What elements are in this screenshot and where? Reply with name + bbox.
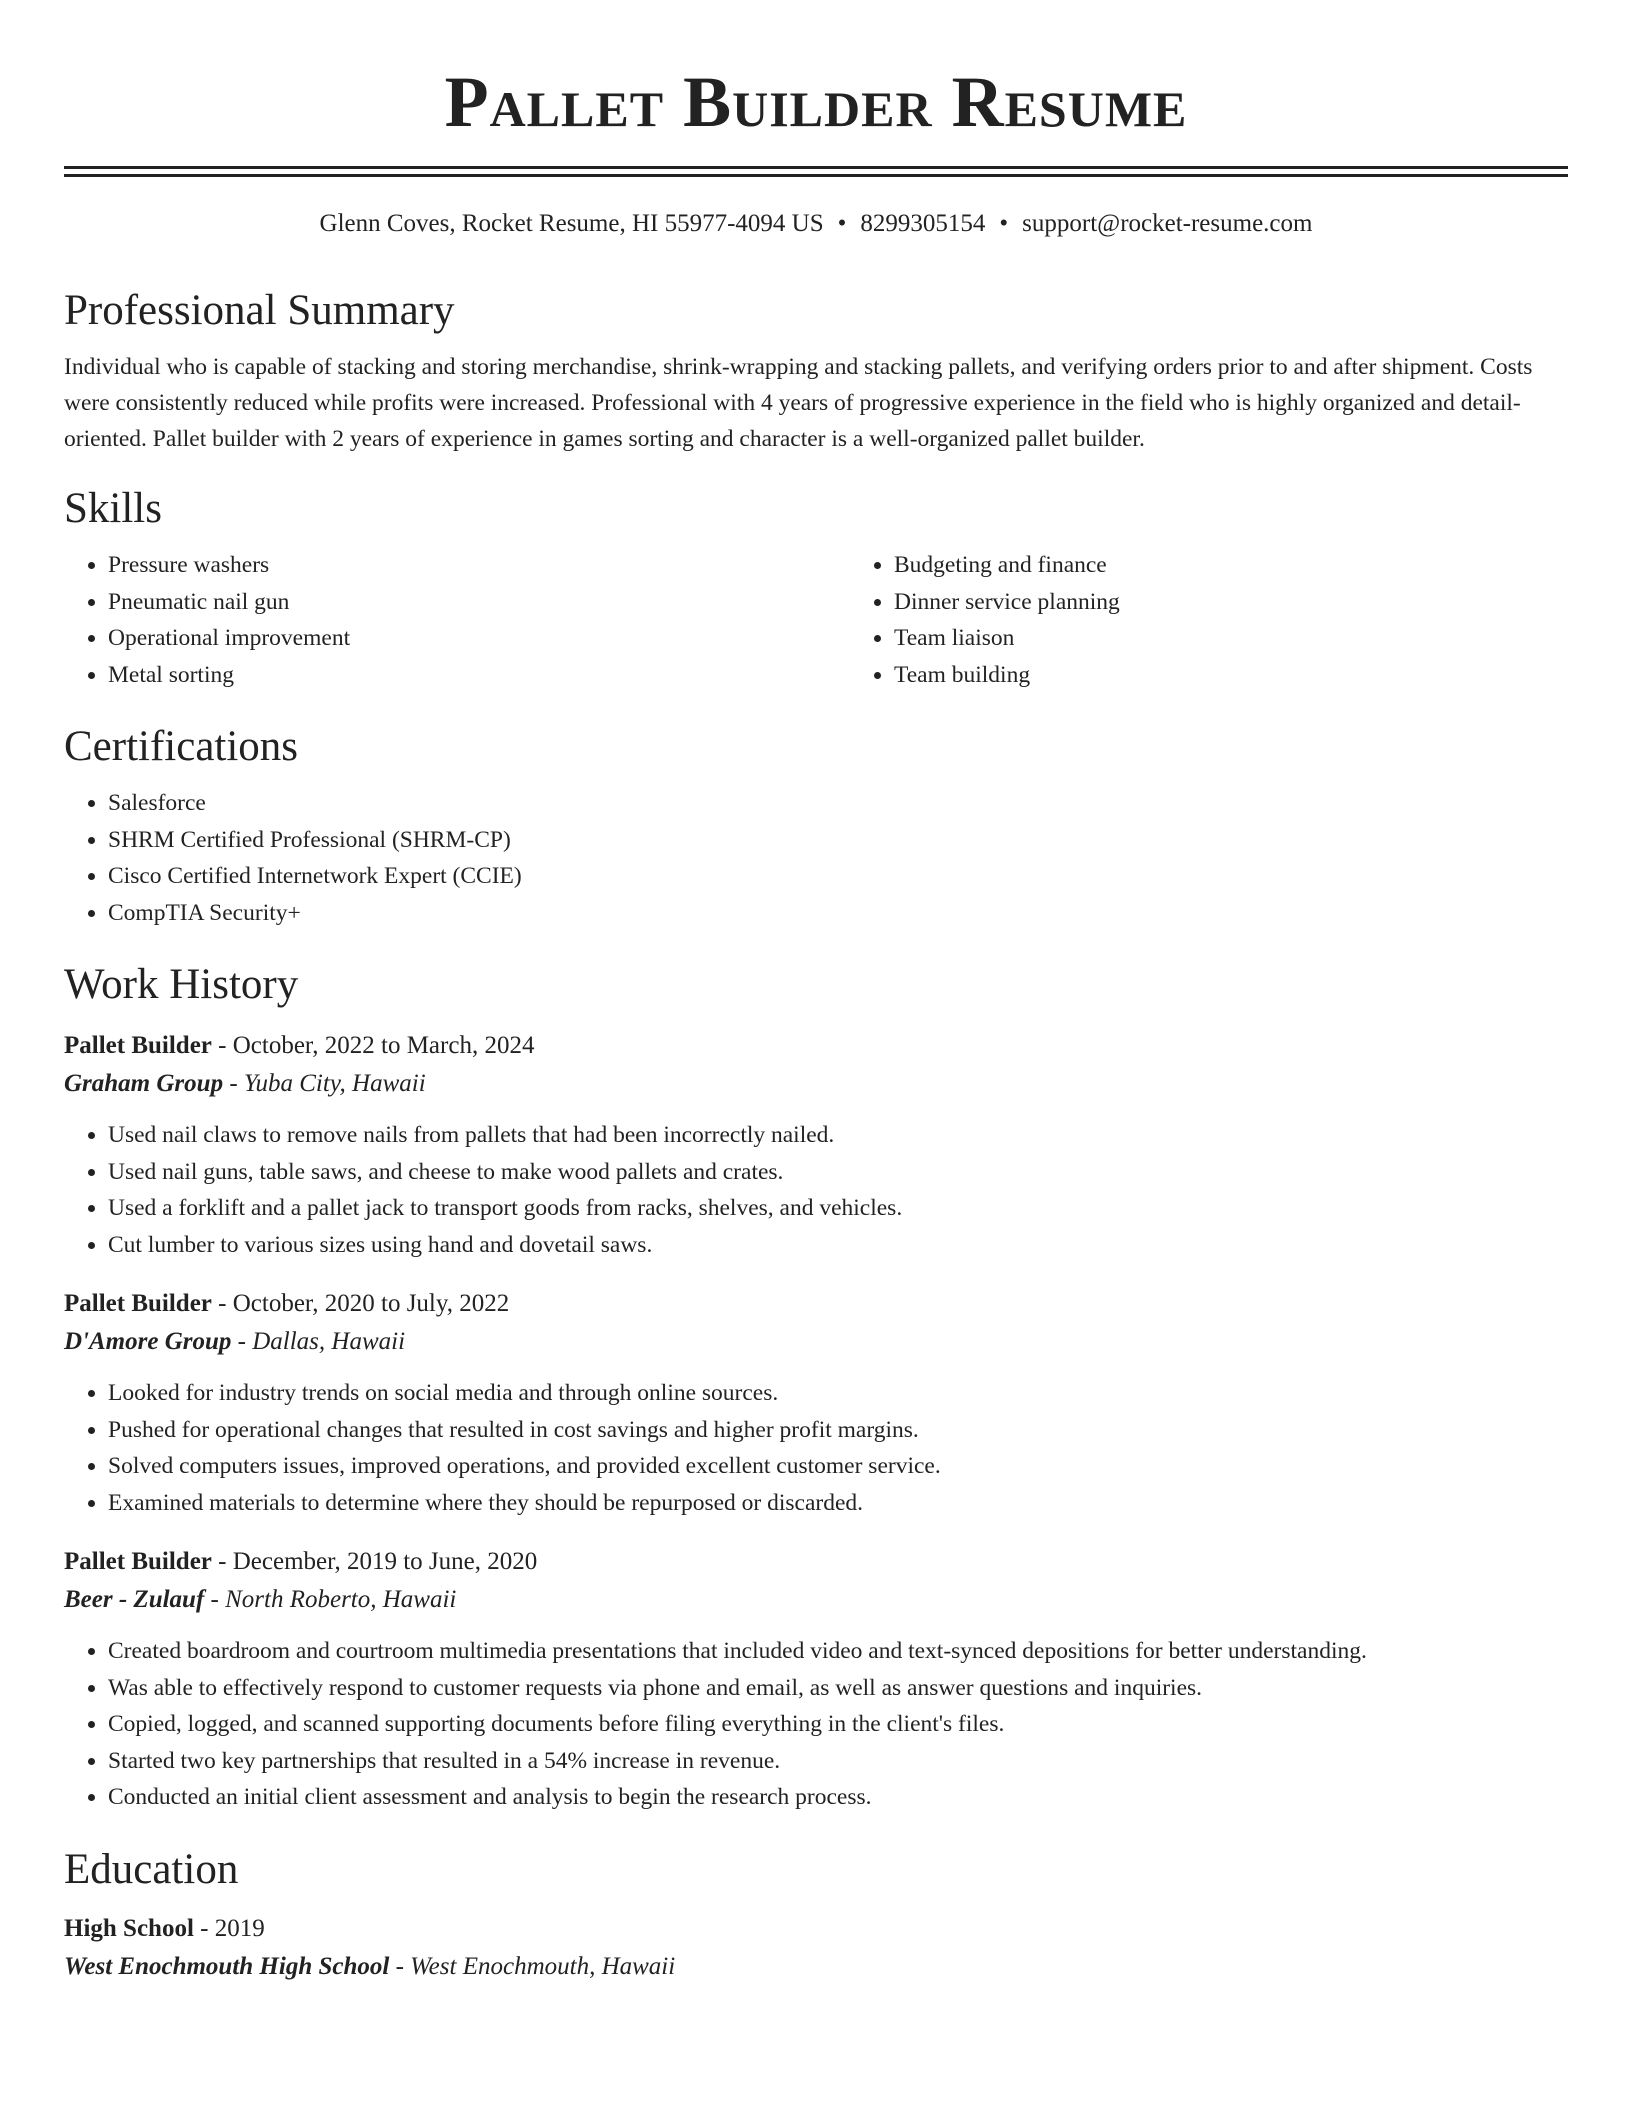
skill-item: • Operational improvement	[108, 620, 850, 657]
job-title: Pallet Builder	[64, 1032, 212, 1059]
job-title: Pallet Builder	[64, 1548, 212, 1575]
skill-item: • Budgeting and finance	[894, 547, 1568, 584]
company-location: - Dallas, Hawaii	[231, 1328, 406, 1355]
work-history-heading: Work History	[64, 961, 299, 1008]
education-entry	[64, 1910, 1568, 1986]
school-location: - West Enochmouth, Hawaii	[389, 1952, 676, 1980]
job-entry	[64, 1285, 1568, 1521]
graduation-year: - 2019	[193, 1914, 265, 1942]
job-dates: - October, 2020 to July, 2022	[211, 1290, 510, 1317]
job-duty: • Cut lumber to various sizes using hand and dovetail saws.	[108, 1227, 1568, 1264]
summary-section	[64, 283, 1568, 457]
job-duty: • Started two key partnerships that resulted in a 54% increase in revenue.	[108, 1743, 1568, 1780]
certification-item: • Salesforce	[108, 785, 1568, 822]
job-duty: • Solved computers issues, improved operations, and provided excellent customer service.	[108, 1448, 1568, 1485]
skill-item: • Dinner service planning	[894, 584, 1568, 621]
skills-list-left	[64, 547, 850, 693]
job-entry	[64, 1027, 1568, 1263]
job-duty: • Copied, logged, and scanned supporting documents before filing everything in the client's files.	[108, 1706, 1568, 1743]
school-name: West Enochmouth High School	[64, 1952, 390, 1980]
skill-item: • Pressure washers	[108, 547, 850, 584]
job-title-line	[64, 1285, 1568, 1323]
job-duty: • Used a forklift and a pallet jack to transport goods from racks, shelves, and vehicles.	[108, 1190, 1568, 1227]
company-name: Beer - Zulauf	[64, 1586, 205, 1613]
page-title: Pallet Builder Resume	[444, 62, 1188, 142]
certification-item: • Cisco Certified Internetwork Expert (CCIE)	[108, 858, 1568, 895]
summary-heading: Professional Summary	[64, 287, 455, 334]
company-name: D'Amore Group	[64, 1328, 232, 1355]
company-location: - North Roberto, Hawaii	[204, 1586, 457, 1613]
work-history-section	[64, 957, 1568, 1816]
skills-grid	[64, 537, 1568, 693]
job-duty: • Used nail claws to remove nails from pallets that had been incorrectly nailed.	[108, 1117, 1568, 1154]
contact-address: Glenn Coves, Rocket Resume, HI 55977-4094 US	[319, 210, 824, 237]
job-duty: • Created boardroom and courtroom multimedia presentations that included video and text-synced depositions for better understanding.	[108, 1633, 1568, 1670]
job-duties-list	[64, 1117, 1568, 1263]
summary-text: Individual who is capable of stacking and storing merchandise, shrink-wrapping and stacking pallets, and verifying orders prior to and after shipment. Costs were consistently reduced while profits were increased. Professional with 4 years of progressive experience in the field who is highly organized and detail-oriented. Pallet builder with 2 years of experience in games sorting and character is a well-organized pallet builder.	[64, 354, 1533, 452]
company-location: - Yuba City, Hawaii	[223, 1070, 426, 1097]
skill-item: • Team liaison	[894, 620, 1568, 657]
job-title: Pallet Builder	[64, 1290, 212, 1317]
job-dates: - October, 2022 to March, 2024	[211, 1032, 535, 1059]
degree-line	[64, 1910, 1568, 1948]
contact-separator: •	[837, 210, 847, 237]
job-dates: - December, 2019 to June, 2020	[211, 1548, 538, 1575]
skill-item: • Team building	[894, 657, 1568, 694]
job-duty: • Pushed for operational changes that resulted in cost savings and higher profit margins.	[108, 1412, 1568, 1449]
skills-list-right	[850, 547, 1568, 693]
job-title-line	[64, 1027, 1568, 1065]
job-duties-list	[64, 1375, 1568, 1521]
degree-name: High School	[64, 1914, 194, 1942]
company-line	[64, 1065, 1568, 1103]
certification-item: • CompTIA Security+	[108, 895, 1568, 932]
certification-item: • SHRM Certified Professional (SHRM-CP)	[108, 822, 1568, 859]
job-entry	[64, 1543, 1568, 1816]
job-duty: • Used nail guns, table saws, and cheese to make wood pallets and crates.	[108, 1154, 1568, 1191]
job-duties-list	[64, 1633, 1568, 1816]
certifications-list	[64, 785, 1568, 931]
contact-email: support@rocket-resume.com	[1022, 210, 1313, 237]
school-line	[64, 1948, 1568, 1986]
skills-section	[64, 481, 1568, 693]
job-title-line	[64, 1543, 1568, 1581]
company-name: Graham Group	[64, 1070, 224, 1097]
contact-phone: 8299305154	[860, 210, 986, 237]
job-duty: • Looked for industry trends on social media and through online sources.	[108, 1375, 1568, 1412]
contact-separator: •	[999, 210, 1009, 237]
skill-item: • Pneumatic nail gun	[108, 584, 850, 621]
education-heading: Education	[64, 1845, 239, 1893]
certifications-heading: Certifications	[64, 723, 299, 770]
title-divider	[64, 166, 1568, 177]
company-line	[64, 1581, 1568, 1619]
company-line	[64, 1323, 1568, 1361]
contact-info	[64, 207, 1568, 241]
skills-heading: Skills	[64, 485, 162, 532]
certifications-section	[64, 719, 1568, 931]
job-duty: • Examined materials to determine where they should be repurposed or discarded.	[108, 1485, 1568, 1522]
job-duty: • Was able to effectively respond to customer requests via phone and email, as well as answer questions and inquiries.	[108, 1670, 1568, 1707]
job-duty: • Conducted an initial client assessment and analysis to begin the research process.	[108, 1779, 1568, 1816]
skill-item: • Metal sorting	[108, 657, 850, 694]
education-section	[64, 1842, 1568, 1986]
